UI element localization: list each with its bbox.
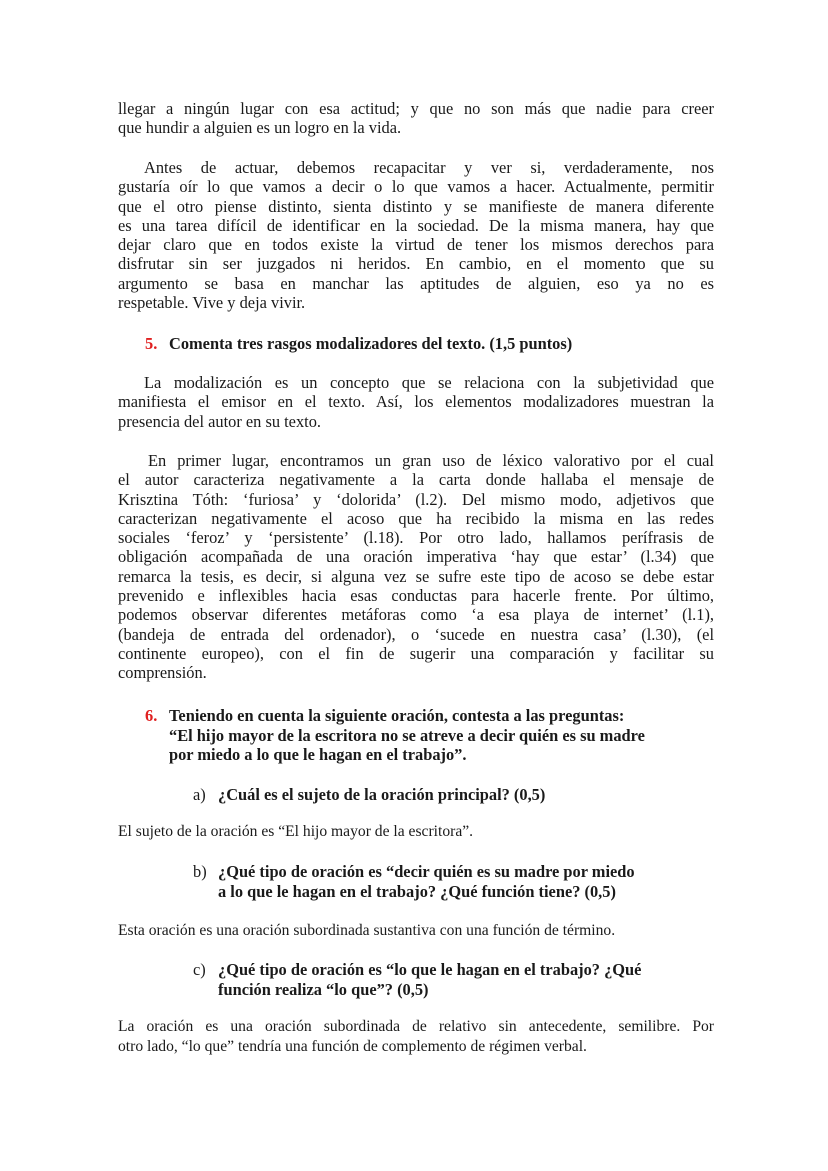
subquestion-line: ¿Qué tipo de oración es “lo que le hagan en el trabajo? ¿Qué (218, 960, 642, 979)
subquestion-label: b) (193, 862, 207, 881)
text-line: que el otro piense distinto, sienta distinto y se manifieste de manera diferente (118, 196, 714, 216)
text-line: remarca la tesis, es decir, si alguna vez se sufre este tipo de acoso se debe estar (118, 566, 714, 586)
subquestion-line: ¿Qué tipo de oración es “decir quién es su madre por miedo (218, 862, 635, 881)
text-line: disfrutar sin ser juzgados ni heridos. En cambio, en el momento que su (118, 254, 714, 274)
question-line: Teniendo en cuenta la siguiente oración, contesta a las preguntas: (169, 706, 625, 725)
paragraph-4 (118, 451, 714, 683)
subquestion-c (193, 960, 641, 999)
answer-line: El sujeto de la oración es “El hijo mayor de la escritora”. (118, 823, 474, 840)
paragraph-1 (118, 99, 714, 138)
text-line: el autor caracteriza negativamente a la carta donde hallaba el mensaje de (118, 470, 714, 490)
text-line: sociales ‘feroz’ y ‘persistente’ (l.18). Por otro lado, hallamos perífrasis de (118, 528, 714, 548)
question-number: 6. (145, 706, 158, 725)
answer-line: La oración es una oración subordinada de relativo sin antecedente, semilibre. Por (118, 1018, 714, 1035)
text-line: presencia del autor en su texto. (118, 411, 321, 431)
subquestion-a (193, 785, 545, 805)
question-line: “El hijo mayor de la escritora no se atreve a decir quién es su madre (169, 725, 645, 745)
text-line: es una tarea difícil de identificar en la sociedad. De la misma manera, hay que (118, 215, 714, 235)
text-line: Antes de actuar, debemos recapacitar y ver si, verdaderamente, nos (144, 158, 714, 177)
subquestion-line: a lo que le hagan en el trabajo? ¿Qué función tiene? (0,5) (218, 881, 616, 901)
question-number: 5. (145, 334, 158, 353)
subquestion-label: a) (193, 785, 206, 804)
answer-line: Esta oración es una oración subordinada sustantiva con una función de término. (118, 922, 616, 939)
text-line: podemos observar diferentes metáforas como ‘a esa playa de internet’ (l.1), (118, 605, 714, 625)
text-line: comprensión. (118, 663, 207, 683)
question-5 (145, 334, 572, 354)
answer-b (118, 921, 615, 941)
text-line: (bandeja de entrada del ordenador), o ‘sucede en nuestra casa’ (l.30), (el (118, 624, 714, 644)
question-line: por miedo a lo que le hagan en el trabajo”. (169, 745, 467, 764)
text-line: gustaría oír lo que vamos a decir o lo que vamos a hacer. Actualmente, permitir (118, 177, 714, 197)
text-line: continente europeo), con el fin de sugerir una comparación y facilitar su (118, 643, 714, 663)
paragraph-2 (118, 158, 714, 312)
subquestion-label: c) (193, 960, 206, 979)
text-line: llegar a ningún lugar con esa actitud; y que no son más que nadie para creer (118, 99, 714, 118)
text-line: respetable. Vive y deja vivir. (118, 293, 306, 313)
text-line: que hundir a alguien es un logro en la vida. (118, 118, 402, 138)
subquestion-line: función realiza “lo que”? (0,5) (218, 979, 429, 999)
text-line: Krisztina Tóth: ‘furiosa’ y ‘dolorida’ (l.2). Del mismo modo, adjetivos que (118, 489, 714, 509)
subquestion-text: ¿Cuál es el sujeto de la oración principal? (0,5) (218, 785, 546, 804)
answer-line: otro lado, “lo que” tendría una función de complemento de régimen verbal. (118, 1038, 587, 1055)
text-line: manifiesta el emisor en el texto. Así, los elementos modalizadores muestran la (118, 392, 714, 412)
answer-a (118, 822, 473, 842)
text-line: En primer lugar, encontramos un gran uso de léxico valorativo por el cual (148, 451, 714, 470)
subquestion-b (193, 862, 635, 901)
question-text: Comenta tres rasgos modalizadores del texto. (1,5 puntos) (169, 334, 573, 353)
paragraph-3 (118, 373, 714, 431)
text-line: prevenido e inflexibles hacia esas conductas para hacerle frente. Por último, (118, 586, 714, 606)
question-6 (145, 706, 645, 765)
text-line: obligación acompañada de una oración imperativa ‘hay que estar’ (l.34) que (118, 547, 714, 567)
text-line: dejar claro que en todos existe la virtud de tener los mismos derechos para (118, 235, 714, 255)
answer-c (118, 1017, 714, 1057)
text-line: caracterizan negativamente el acoso que ha recibido la misma en las redes (118, 508, 714, 528)
text-line: La modalización es un concepto que se relaciona con la subjetividad que (144, 373, 714, 392)
text-line: argumento se basa en manchar las aptitudes de alguien, eso ya no es (118, 273, 714, 293)
